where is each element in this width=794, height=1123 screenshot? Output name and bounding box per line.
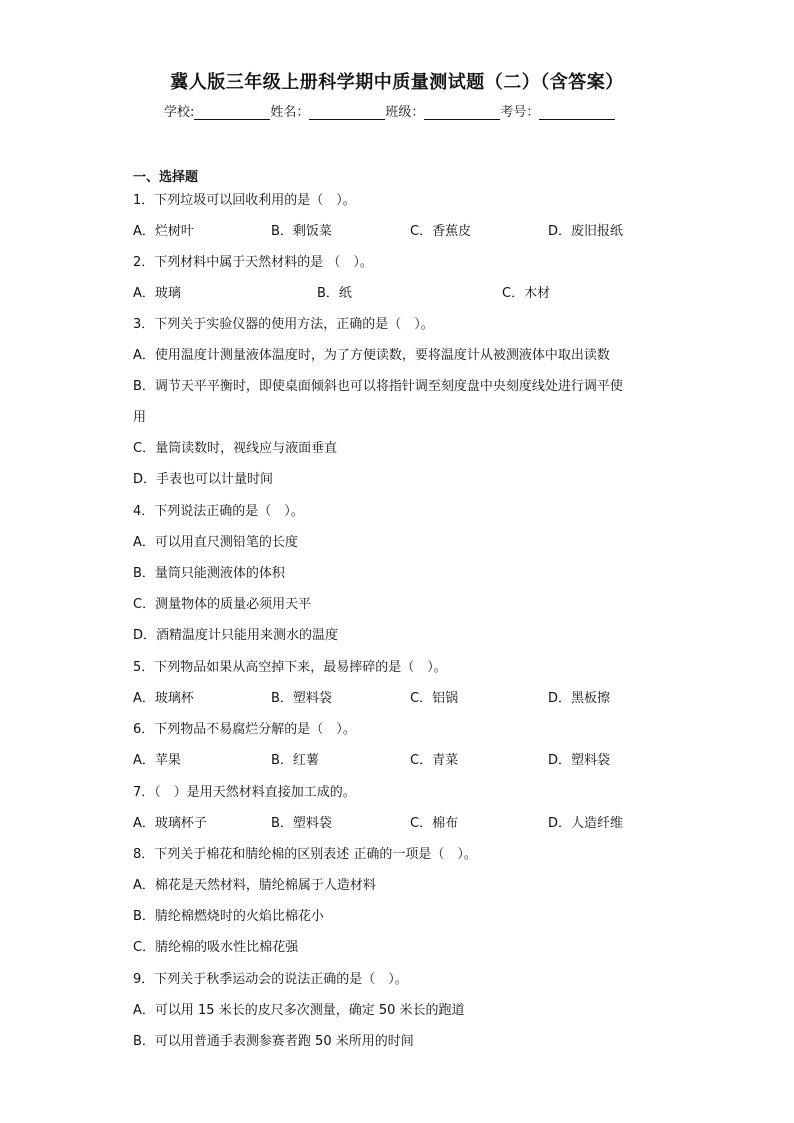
question-6-option-b: B．红薯	[271, 753, 319, 768]
question-3-option-d: D．手表也可以计量时间	[133, 472, 274, 487]
question-1-stem: 1．下列垃圾可以回收利用的是（ ）。	[133, 193, 356, 208]
question-4-option-b: B．量筒只能测液体的体积	[133, 566, 285, 581]
question-2-stem: 2．下列材料中属于天然材料的是 （ ）。	[133, 255, 373, 270]
question-6-option-d: D．塑料袋	[548, 753, 611, 768]
question-1-option-a: A．烂树叶	[133, 224, 194, 239]
question-5-stem: 5．下列物品如果从高空掉下来，最易摔碎的是（ ）。	[133, 660, 447, 675]
question-7-stem: 7．（ ）是用天然材料直接加工成的。	[133, 785, 356, 800]
name-label: 姓名：	[270, 105, 310, 120]
question-5-option-b: B．塑料袋	[271, 691, 332, 706]
question-3-option-a: A．使用温度计测量液体温度时，为了方便读数，要将温度计从被测液体中取出读数	[133, 348, 610, 363]
question-5-option-c: C．铝锅	[410, 691, 459, 706]
question-9-option-b: B．可以用普通手表测参赛者跑 50 米所用的时间	[133, 1034, 414, 1049]
question-8-option-a: A．棉花是天然材料，腈纶棉属于人造材料	[133, 878, 376, 893]
question-9-stem: 9．下列关于秋季运动会的说法正确的是（ ）。	[133, 972, 408, 987]
question-7-option-a: A．玻璃杯子	[133, 816, 207, 831]
question-1-option-d: D．废旧报纸	[548, 224, 624, 239]
question-7-option-b: B．塑料袋	[271, 816, 332, 831]
question-5-option-d: D．黑板擦	[548, 691, 611, 706]
question-1-option-c: C．香蕉皮	[410, 224, 472, 239]
question-7-option-d: D．人造纤维	[548, 816, 624, 831]
question-4-option-d: D．酒精温度计只能用来测水的温度	[133, 628, 339, 643]
question-2-option-c: C．木材	[502, 286, 551, 301]
question-6-option-a: A．苹果	[133, 753, 181, 768]
question-3-option-c: C．量筒读数时，视线应与液面垂直	[133, 441, 338, 456]
question-3-stem: 3．下列关于实验仪器的使用方法，正确的是（ ）。	[133, 317, 434, 332]
question-8-option-b: B．腈纶棉燃烧时的火焰比棉花小	[133, 909, 324, 924]
question-4-option-a: A．可以用直尺测铅笔的长度	[133, 535, 298, 550]
question-2-option-a: A．玻璃	[133, 286, 181, 301]
question-4-option-c: C．测量物体的质量必须用天平	[133, 597, 312, 612]
class-label: 班级：	[385, 105, 425, 120]
question-2-option-b: B．纸	[317, 286, 352, 301]
question-1-option-b: B．剩饭菜	[271, 224, 332, 239]
exam-number-blank[interactable]	[539, 105, 615, 120]
question-9-option-a: A．可以用 15 米长的皮尺多次测量，确定 50 米长的跑道	[133, 1003, 465, 1018]
question-4-stem: 4．下列说法正确的是（ ）。	[133, 504, 304, 519]
school-label: 学校:	[164, 105, 195, 120]
question-3-option-b: B．调节天平平衡时，即使桌面倾斜也可以将指针调至刻度盘中央刻度线处进行调平使	[133, 379, 623, 394]
student-info-line	[164, 101, 644, 120]
name-blank[interactable]	[309, 105, 385, 120]
class-blank[interactable]	[424, 105, 500, 120]
question-8-option-c: C．腈纶棉的吸水性比棉花强	[133, 940, 299, 955]
question-7-option-c: C．棉布	[410, 816, 459, 831]
question-6-option-c: C．青菜	[410, 753, 459, 768]
school-blank[interactable]	[194, 105, 270, 120]
question-3-option-b-continued: 用	[133, 410, 147, 425]
question-5-option-a: A．玻璃杯	[133, 691, 194, 706]
page-title: 冀人版三年级上册科学期中质量测试题（二）（含答案）	[170, 72, 624, 93]
question-8-stem: 8．下列关于棉花和腈纶棉的区别表述 正确的一项是（ ）。	[133, 847, 477, 862]
question-6-stem: 6．下列物品不易腐烂分解的是（ ）。	[133, 722, 356, 737]
section-heading: 一、选择题	[133, 170, 199, 185]
exam-number-label: 考号：	[500, 105, 540, 120]
